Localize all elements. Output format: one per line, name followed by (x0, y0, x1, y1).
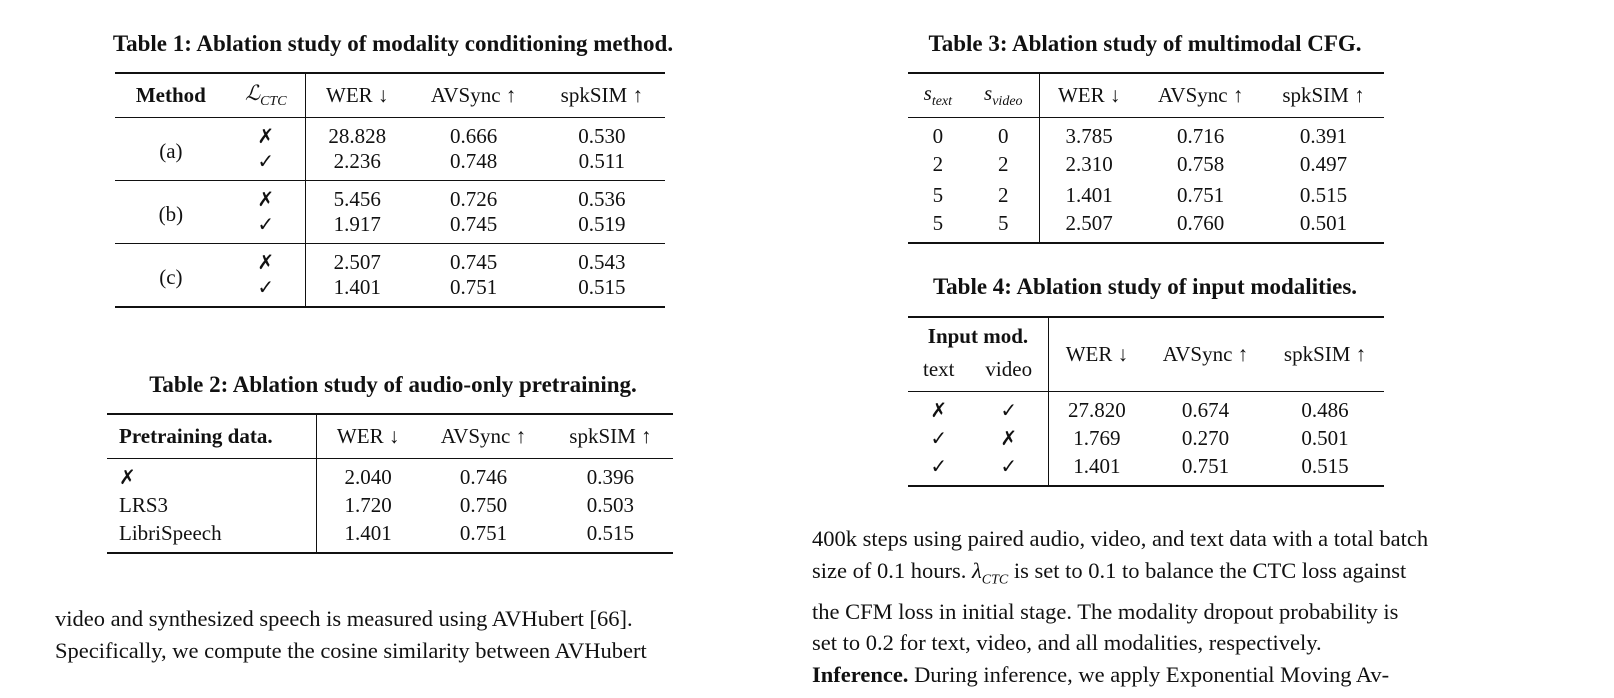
table-row (908, 117, 1384, 149)
ctc-cell: ✓ (227, 149, 306, 181)
wer-cell: 3.785 (1065, 123, 1113, 148)
table-row (908, 149, 1384, 180)
header-ctc-loss (227, 73, 306, 117)
ctc-cell: ✗ (227, 117, 306, 149)
body-line (812, 555, 1428, 596)
wer-cell: 27.820 (1068, 397, 1126, 422)
header-video: video (970, 349, 1049, 391)
s-text-cell: 5 (932, 182, 944, 207)
avsync-cell: 0.745 (409, 243, 539, 275)
spksim-cell: 0.515 (586, 520, 635, 545)
wer-cell: 1.401 (333, 274, 381, 299)
wer-cell: 5.456 (305, 180, 408, 212)
table2-caption: Table 2: Ablation study of audio-only pretraining. (149, 372, 637, 397)
avsync-cell: 0.751 (1177, 182, 1225, 207)
table1-header-row (115, 73, 665, 117)
ctc-cell: ✓ (227, 275, 306, 307)
video-mod-cell: ✗ (970, 423, 1049, 454)
spksim-cell: 0.511 (578, 148, 626, 173)
video-mod-cell: ✓ (970, 391, 1049, 423)
table-row (107, 458, 673, 490)
header-spksim: spkSIM ↑ (1266, 317, 1384, 391)
avsync-cell: 0.751 (1181, 453, 1230, 478)
avsync-cell: 0.758 (1177, 151, 1225, 176)
wer-cell: 2.507 (305, 243, 408, 275)
header-avsync: AVSync ↑ (409, 73, 539, 117)
header-avsync: AVSync ↑ (1138, 73, 1263, 117)
pretraining-data-cell: ✗ (107, 458, 317, 490)
header-avsync: AVSync ↑ (1145, 317, 1266, 391)
s-text-cell: 2 (932, 151, 944, 176)
paragraph-heading: Inference. (812, 661, 909, 687)
s-video-cell: 2 (968, 149, 1040, 180)
header-pretraining-data: Pretraining data. (107, 414, 317, 458)
avsync-cell: 0.760 (1177, 210, 1225, 235)
ctc-cell: ✓ (227, 212, 306, 244)
ctc-cell: ✗ (227, 180, 306, 212)
table4 (908, 316, 1384, 487)
text-mod-cell: ✓ (930, 454, 948, 478)
header-spksim: spkSIM ↑ (548, 414, 673, 458)
header-s-video (968, 73, 1040, 117)
header-method: Method (115, 73, 227, 117)
avsync-cell: 0.751 (459, 520, 508, 545)
wer-cell: 2.236 (333, 148, 381, 173)
body-line: Specifically, we compute the cosine similarity between AVHubert (55, 637, 647, 663)
spksim-cell: 0.519 (578, 211, 626, 236)
spksim-cell: 0.543 (539, 243, 665, 275)
lambda-subscript: CTC (981, 572, 1009, 587)
spksim-cell: 0.536 (539, 180, 665, 212)
text-mod-cell: ✗ (930, 398, 948, 422)
s-text-cell: 5 (932, 210, 944, 235)
header-text: text (908, 349, 970, 391)
video-subscript: video (992, 93, 1023, 109)
wer-cell: 1.401 (344, 520, 392, 545)
body-line (812, 659, 1428, 691)
header-avsync: AVSync ↑ (419, 414, 548, 458)
table4-caption: Table 4: Ablation study of input modalities. (932, 274, 1358, 299)
table1-caption: Table 1: Ablation study of modality conditioning method. (112, 31, 674, 56)
s-symbol: s (984, 80, 993, 105)
s-video-cell: 0 (968, 117, 1040, 149)
spksim-cell: 0.530 (578, 123, 626, 148)
method-cell: (b) (115, 180, 227, 243)
method-cell: (c) (115, 243, 227, 307)
header-s-text (908, 73, 968, 117)
ctc-subscript: CTC (260, 93, 287, 109)
pretraining-data-cell: LibriSpeech (107, 521, 317, 553)
table3 (908, 72, 1384, 244)
text-mod-cell: ✓ (930, 426, 948, 450)
wer-cell: 1.917 (333, 211, 381, 236)
avsync-cell: 0.270 (1181, 425, 1230, 450)
spksim-cell: 0.391 (1299, 123, 1348, 148)
wer-cell: 1.720 (344, 492, 392, 517)
table-row (908, 454, 1384, 486)
wer-cell: 1.401 (1073, 453, 1121, 478)
s-symbol: s (923, 80, 932, 105)
wer-cell: 1.769 (1073, 425, 1121, 450)
table3-caption: Table 3: Ablation study of multimodal CFG. (928, 31, 1362, 56)
body-text-right (812, 523, 1428, 690)
body-text: size of 0.1 hours. (812, 557, 972, 583)
table3-header-row (908, 73, 1384, 117)
video-mod-cell: ✓ (970, 454, 1049, 486)
avsync-cell: 0.751 (449, 274, 498, 299)
header-wer: WER ↓ (317, 414, 419, 458)
spksim-cell: 0.515 (578, 274, 626, 299)
s-text-cell: 0 (932, 123, 944, 148)
table-row (908, 211, 1384, 243)
ctc-cell: ✗ (227, 243, 306, 275)
ctc-symbol: ℒ (244, 80, 261, 105)
table-row (115, 243, 665, 275)
body-text: During inference, we apply Exponential Moving Av- (908, 661, 1390, 687)
avsync-cell: 0.748 (449, 148, 498, 173)
body-line: video and synthesized speech is measured using AVHubert [66]. (55, 606, 633, 631)
avsync-cell: 0.666 (449, 123, 498, 148)
wer-cell: 28.828 (328, 123, 387, 148)
table-row (115, 117, 665, 149)
table-row (115, 180, 665, 212)
spksim-cell: 0.396 (586, 464, 635, 489)
header-wer: WER ↓ (1039, 73, 1138, 117)
table2 (107, 413, 673, 554)
body-line: 400k steps using paired audio, video, and text data with a total batch (812, 526, 1429, 551)
body-line: set to 0.2 for text, video, and all modalities, respectively. (812, 630, 1322, 655)
wer-cell: 2.507 (1065, 210, 1113, 235)
table-row (107, 521, 673, 553)
text-subscript: text (931, 93, 953, 109)
avsync-cell: 0.674 (1181, 397, 1230, 422)
avsync-cell: 0.726 (409, 180, 539, 212)
avsync-cell: 0.750 (459, 492, 508, 517)
s-video-cell: 2 (968, 180, 1040, 211)
header-spksim: spkSIM ↑ (539, 73, 665, 117)
spksim-cell: 0.501 (1299, 210, 1348, 235)
wer-cell: 1.401 (1065, 182, 1113, 207)
s-video-cell: 5 (968, 211, 1040, 243)
wer-cell: 2.310 (1065, 151, 1113, 176)
header-wer: WER ↓ (1048, 317, 1144, 391)
wer-cell: 2.040 (344, 464, 392, 489)
table1 (115, 72, 665, 308)
avsync-cell: 0.745 (449, 211, 498, 236)
table2-header-row (107, 414, 673, 458)
pretraining-data-cell: LRS3 (107, 490, 317, 521)
body-text: is set to 0.1 to balance the CTC loss against (1008, 557, 1407, 583)
avsync-cell: 0.746 (459, 464, 508, 489)
method-cell: (a) (159, 139, 183, 163)
table-row (908, 391, 1384, 423)
header-spksim: spkSIM ↑ (1263, 73, 1384, 117)
avsync-cell: 0.716 (1177, 123, 1225, 148)
spksim-cell: 0.497 (1299, 151, 1348, 176)
table-row (908, 423, 1384, 454)
spksim-cell: 0.501 (1301, 425, 1349, 450)
spksim-cell: 0.515 (1299, 182, 1348, 207)
spksim-cell: 0.503 (586, 492, 635, 517)
body-line: the CFM loss in initial stage. The modality dropout probability is (812, 598, 1399, 624)
header-input-mod: Input mod. (908, 317, 1048, 349)
spksim-cell: 0.515 (1301, 453, 1349, 478)
spksim-cell: 0.486 (1301, 397, 1349, 422)
table-row (107, 490, 673, 521)
table-row (908, 180, 1384, 211)
table4-header-row-1 (908, 317, 1384, 349)
lambda-symbol: λ (971, 557, 982, 583)
body-text-left (55, 603, 647, 666)
header-wer: WER ↓ (305, 73, 408, 117)
